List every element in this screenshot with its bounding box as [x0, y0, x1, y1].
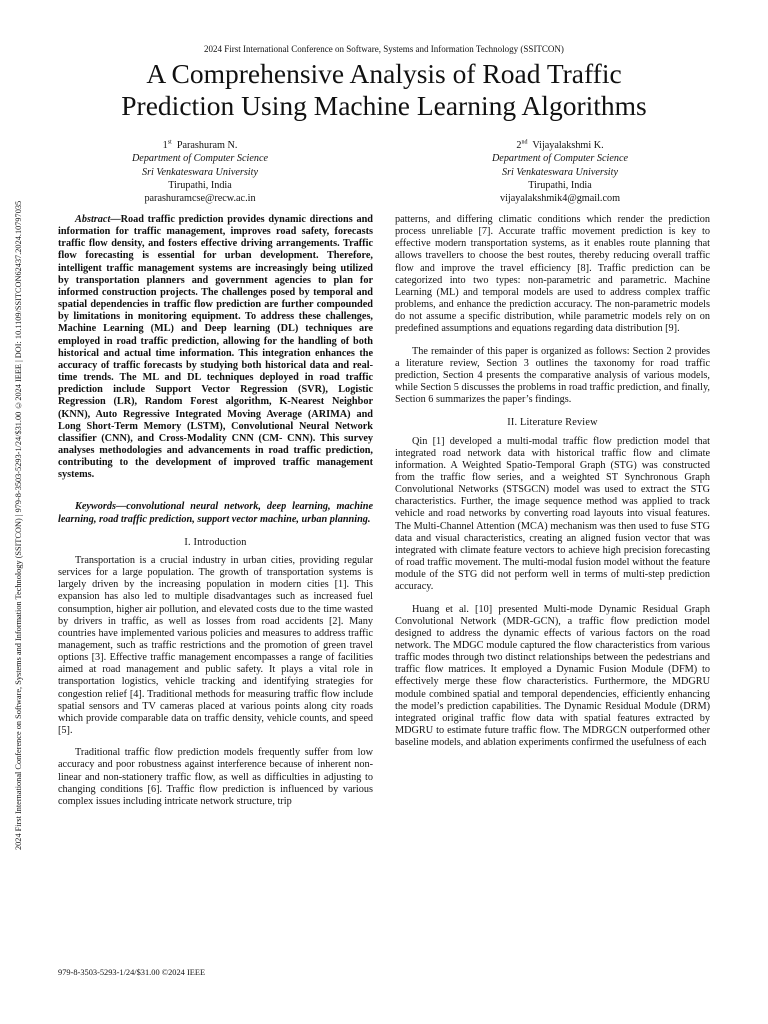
side-margin-citation: 2024 First International Conference on Software, Systems and Information Technology (SSITCON) | 979-8-3503-5293-1/24/$31.00 ©2024 IEEE | DOI: 10.1109/SSITCON62437.2024.10797035 [14, 200, 23, 850]
author-department: Department of Computer Science [491, 153, 629, 165]
author-department: Department of Computer Science [131, 153, 269, 165]
abstract-label: Abstract [75, 214, 111, 225]
left-column [58, 214, 373, 808]
author-block-1 [70, 139, 330, 205]
author-name-line: 1st Parashuram N. [162, 139, 238, 151]
author-university: Sri Venkateswara University [501, 166, 618, 178]
author-email: parashuramcse@recw.ac.in [144, 193, 256, 205]
abstract [58, 214, 373, 481]
author-name: Vijayalakshmi K. [532, 140, 604, 151]
section-heading-introduction: I. Introduction [184, 536, 247, 548]
author-block-2 [430, 139, 690, 205]
title-line-2: Prediction Using Machine Learning Algorithms [121, 90, 647, 121]
intro-paragraph-2: Traditional traffic flow prediction models frequently suffer from low accuracy and poor robustness against interference because of inherent non-linear and non-stationery traffic flow, as well as difficulties in adjusting to changing conditions [6]. Traffic flow prediction is influenced by various complex issues including intricate network structure, trip [58, 747, 373, 807]
literature-paragraph-1: Qin [1] developed a multi-modal traffic flow prediction model that integrated road network data with historical traffic flow and climate information. A Weighted Spatio-Temporal Graph (STG) was constructed from the traffic flow series, and a weighted ST Synchronous Graph Convolutional Networks (STSGCN) model was used to extract the STG characteristics. Further, the image sequence method was applied to track vehicle and road networks by converting road layouts into visual features. The Multi-Channel Attention (MCA) mechanism was then used to fuse STG data and visual characteristics, creating an aligned fusion vector that was integrated with climate feature vectors to achieve high precision forecasting of road traffic movement. The multi-modal fusion model without the feature module of the STG did not perform well in terms of multi-step prediction accuracy. [395, 435, 710, 593]
section-heading-literature-review: II. Literature Review [507, 417, 598, 429]
author-email: vijayalakshmik4@gmail.com [499, 193, 620, 205]
author-location: Tirupathi, India [168, 179, 232, 191]
right-column [395, 214, 710, 749]
conference-header: 2024 First International Conference on Software, Systems and Information Technology (SSITCON) [204, 44, 564, 54]
author-name-line: 2nd Vijayalakshmi K. [516, 139, 604, 151]
keywords: Keywords—convolutional neural network, deep learning, machine learning, road traffic prediction, support vector machine, urban planning. [58, 501, 373, 525]
intro-paragraph-1: Transportation is a crucial industry in urban cities, providing regular services for a large population. The growth of transportation systems is largely driven by the increasing population in modern cities [1]. This expansion has also led to multiple disadvantages such as increased fuel consumption, higher air pollution, and elevated costs due to the time wasted by drivers in traffic, as well as losses from road accidents [2]. Many countries have implemented various policies and measures to address traffic management, such as traffic restrictions and the promotion of green travel options [3]. Effective traffic management encompasses a range of facilities aimed at road management and public safety. It plays a vital role in transportation logistics, vehicle tracking and identifying strategies for congestion relief [4]. Traditional methods for measuring traffic flow include spatial sensors and TV cameras placed at various points along city roads which provide comparable data on traffic density, vehicle counts, and speed [5]. [58, 554, 373, 737]
author-location: Tirupathi, India [528, 179, 592, 191]
paper-title [40, 58, 728, 122]
literature-paragraph-2: Huang et al. [10] presented Multi-mode Dynamic Residual Graph Convolutional Network (MDR-GCN), a traffic flow prediction model designed to address the dynamic effects of various factors on the road network. The MDGC module captured the flow characteristics from various traffic modes through two distinct relationships between the pedestrians and traffic flow matrices. It employed a Dynamic Fusion Module (DFM) to effectively merge these flow characteristics. Furthermore, the MDGRU module combined spatial and temporal dependencies, efficiently enhancing the model’s prediction capabilities. The Dynamic Residual Module (DRM) integrated original traffic flow data with spatial features extracted by MDGRU to estimate future traffic flow. The MDRGCN outperformed other baseline models, and ablation experiments confirmed the usefulness of each [395, 603, 710, 749]
author-name: Parashuram N. [176, 140, 238, 151]
author-university: Sri Venkateswara University [141, 166, 258, 178]
abstract-text: —Road traffic prediction provides dynamic directions and information for traffic management, improves road safety, forecasts traffic flow density, and fosters effective driving arrangements. Traffic flow forecasting is essential for urban development. Therefore, intelligent traffic management systems are increasingly being utilized by transportation planners and government agencies to plan for informed construction projects. The challenges posed by temporal and spatial dependencies in traffic flow prediction are further compounded by limitations in monitoring equipment. To address these challenges, Machine Learning (ML) and Deep learning (DL) techniques are employed in road traffic prediction, allowing for the handling of both historical and actual time information. This integration enhances the accuracy of traffic forecasts by studying both historical data and real-time trends. The ML and DL techniques deployed in road traffic prediction include Support Vector Regression (SVR), Logistic Regression (LR), Random Forest algorithm, K-Nearest Neighbor (KNN), Auto Regressive Integrated Moving Average (ARIMA) and Long Short-Term Memory (LSTM), Convolutional Neural Network classifier (CNN), and Cross-Modality CNN (CM- CNN). This survey analyses methodologies and advancements in road traffic prediction, contributing to the development of improved traffic management systems. [58, 214, 373, 481]
title-line-1: A Comprehensive Analysis of Road Traffic [146, 58, 622, 89]
intro-paragraph-organization: The remainder of this paper is organized as follows: Section 2 provides a literature review, Section 3 outlines the taxonomy for road traffic prediction, Section 4 presents the comparative analysis of various models, while Section 5 discusses the problems in road traffic prediction, and finally, Section 6 summarizes the paper’s findings. [395, 345, 710, 406]
page-footer-copyright: 979-8-3503-5293-1/24/$31.00 ©2024 IEEE [58, 968, 206, 977]
intro-paragraph-3: patterns, and differing climatic conditions which render the prediction process unreliable [7]. Accurate traffic movement prediction is key to effective modern transportation systems, as it enables route planning that allows travellers to choose the best routes, thereby reducing overall traffic flow and improve the travel efficiency [8]. Traffic prediction can be categorized into two types: non-parametric and parametric. Machine Learning (ML) and temporal models are used to address complex traffic problems, and enhance the prediction accuracy. The non-parametric models do not assume a specific distribution, while parametric models rely on on predefined assumptions and equations regarding data distribution [9]. [395, 214, 710, 335]
